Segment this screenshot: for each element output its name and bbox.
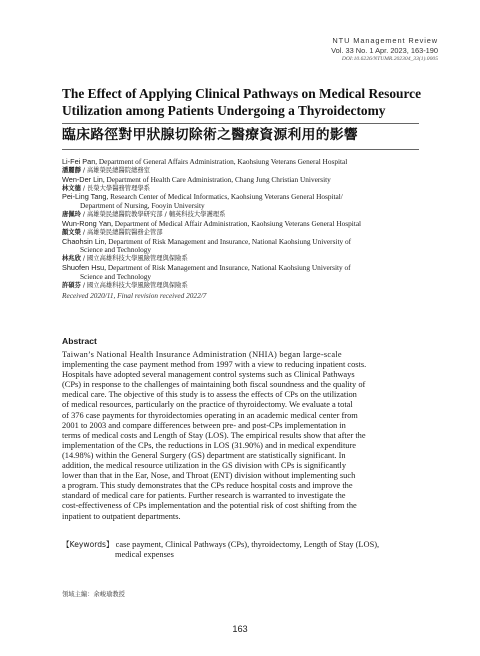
keywords-text-cont: medical expenses: [115, 550, 174, 560]
author-name: Pei-Ling Tang: [62, 192, 107, 202]
author-affiliation-zh: / 高雄榮民總醫院醫務企管部: [80, 228, 163, 236]
author-name-zh: 潘麗靜: [62, 166, 81, 174]
author-entry: [62, 264, 432, 291]
author-name-zh: 林兆欣: [62, 255, 81, 263]
journal-name: NTU Management Review: [332, 36, 438, 45]
author-name: Li-Fei Pan: [62, 157, 96, 166]
author-affiliation-zh: / 高雄榮民總醫院教學研究部 / 輔英科技大學護理系: [80, 211, 226, 219]
section-editor-note: 領域主編：余峻瑜教授: [62, 591, 125, 598]
author-list: [62, 158, 432, 301]
author-affiliation: , Department of Risk Management and Insurance, National Kaohsiung University of: [104, 236, 352, 246]
author-affiliation-cont: Department of Nursing, Fooyin University: [80, 201, 205, 211]
author-name: Shuofen Hsu: [62, 263, 105, 273]
page-number: 163: [232, 624, 248, 634]
author-affiliation: , Department of Medical Affair Administration, Kaohsiung Veterans General Hospital: [111, 218, 362, 228]
author-affiliation-cont: Science and Technology: [80, 245, 152, 255]
author-entry: [62, 158, 432, 176]
author-affiliation-zh: / 長榮大學醫務管理學系: [80, 184, 150, 192]
abstract-line: standard of medical care for patients. Further research is warranted to investigate the: [62, 491, 346, 501]
author-affiliation-cont: Science and Technology: [80, 271, 152, 281]
author-affiliation: , Department of General Affairs Administration, Kaohsiung Veterans General Hospital: [95, 157, 348, 166]
keywords-label: 【Keywords】: [62, 540, 114, 549]
author-affiliation: , Research Center of Medical Informatics, Kaohsiung Veterans General Hospital/: [106, 192, 343, 202]
journal-doi: DOI:10.6226/NTUMR.202304_33(1).0005: [341, 56, 438, 63]
author-affiliation: , Department of Health Care Administration, Chang Jung Christian University: [102, 174, 331, 184]
author-name-zh: 林文德: [62, 184, 81, 192]
author-affiliation: , Department of Risk Management and Insurance, National Kaohsiung University of: [104, 263, 351, 273]
abstract-line: 2001 to 2003 and compare differences between pre- and post-CPs implementation in: [62, 420, 346, 430]
title-english: [62, 86, 432, 119]
abstract-line: addition, the medical resource utilization in the GS division with CPs is significantly: [62, 461, 347, 471]
abstract-line: of 376 case payments for thyroidectomies operating in an academic medical center from: [62, 410, 358, 420]
author-name-zh: 唐佩玲: [62, 211, 81, 219]
abstract-line: implementing the case payment method from 1997 with a view to reducing inpatient costs.: [62, 360, 367, 370]
abstract-body: [62, 350, 419, 522]
abstract-line: (CPs) in response to the challenges of maintaining both fiscal soundness and the quality of: [62, 380, 366, 390]
author-entry: [62, 176, 432, 194]
author-name: Wen-Der Lin: [62, 174, 103, 184]
author-name-zh: 許碩芬: [62, 281, 81, 289]
abstract-line: (14.98%) within the General Surgery (GS) department are statistically significant. In: [62, 450, 346, 460]
keywords: [62, 540, 422, 560]
title-divider: [62, 149, 419, 150]
author-affiliation-zh: / 國立高雄科技大學風險管理與保險系: [80, 255, 188, 263]
abstract-line: Taiwan’s National Health Insurance Administration (NHIA) began large-scale: [62, 350, 342, 359]
abstract-line: medical care. The objective of this study is to assess the effects of CPs on the utilization: [62, 390, 357, 400]
author-affiliation-zh: / 高雄榮民總醫院總務室: [80, 166, 150, 174]
author-name: Chaohsin Lin: [62, 236, 105, 246]
author-entry: [62, 238, 432, 265]
abstract-line: cost-effectiveness of CPs implementation and the potential risk of cost shifting from the: [62, 501, 357, 511]
title-english-line: Utilization among Patients Undergoing a Thyroidectomy: [62, 102, 386, 118]
abstract-line: implementation of the CPs, the reductions in LOS (31.90%) and in medical expenditure: [62, 440, 356, 450]
abstract-line: lower than that in the Ear, Nose, and Throat (ENT) division without implementing such: [62, 471, 356, 481]
keywords-text: case payment, Clinical Pathways (CPs), thyroidectomy, Length of Stay (LOS),: [115, 540, 380, 549]
abstract-heading: Abstract: [62, 336, 97, 346]
title-chinese: 臨床路徑對甲狀腺切除術之醫療資源利用的影響: [62, 127, 359, 143]
abstract-line: a program. This study demonstrates that the CPs reduce hospital costs and improve the: [62, 481, 353, 491]
received-date: Received 2020/11, Final revision received 2022/7: [62, 290, 207, 300]
title-divider: [62, 123, 419, 124]
abstract-line: terms of medical costs and Length of Stay (LOS). The empirical results show that after the: [62, 430, 366, 440]
journal-volume: Vol. 33 No. 1 Apr. 2023, 163-190: [331, 45, 438, 55]
abstract-line: Hospitals have adopted several management control systems such as Clinical Pathways: [62, 370, 355, 380]
abstract-line: inpatient to outpatient departments.: [62, 511, 181, 521]
author-affiliation-zh: / 國立高雄科技大學風險管理與保險系: [80, 281, 188, 289]
author-entry: [62, 193, 432, 220]
journal-header: [331, 36, 438, 65]
author-entry: [62, 220, 432, 238]
abstract-line: of medical resources, particularly on the practice of thyroidectomy. We evaluate a total: [62, 400, 353, 410]
author-name-zh: 顏文榮: [62, 228, 81, 236]
title-english-line: The Effect of Applying Clinical Pathways on Medical Resource: [62, 86, 422, 101]
author-name: Wun-Rong Yan: [62, 218, 112, 228]
